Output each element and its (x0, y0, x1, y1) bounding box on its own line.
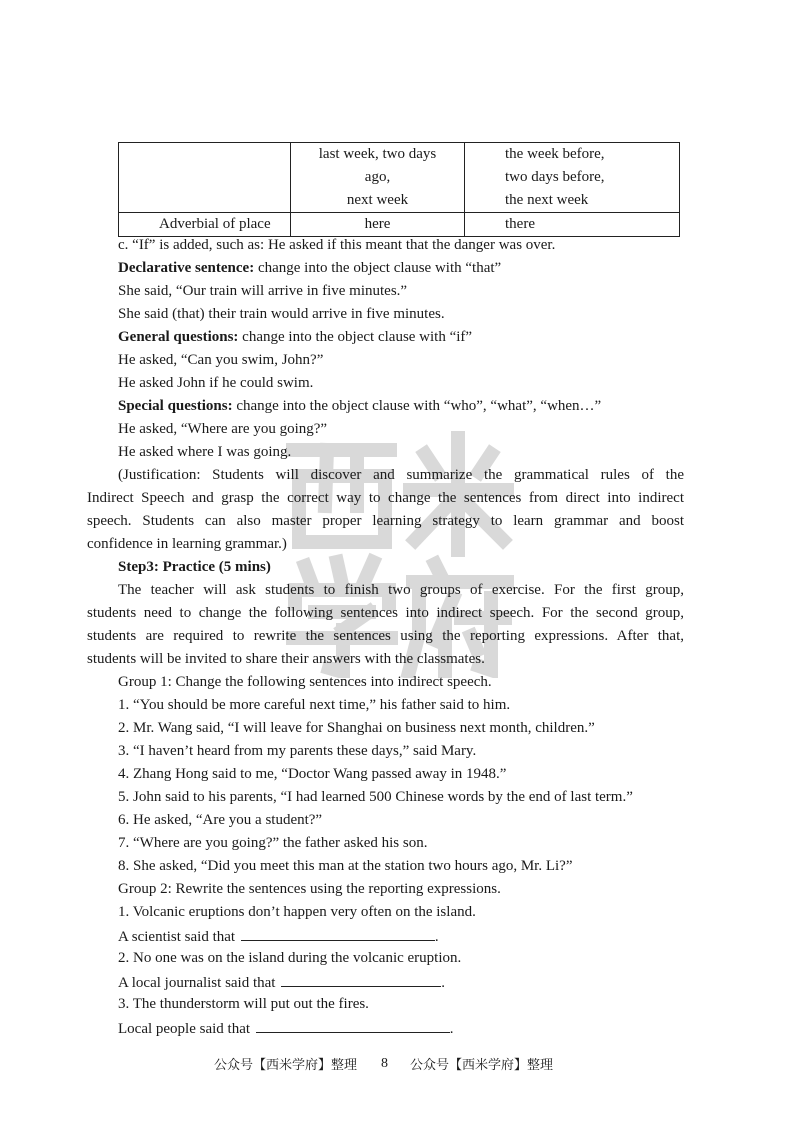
direct-indirect-table (118, 142, 680, 237)
example-indirect: He asked where I was going. (118, 444, 292, 460)
table-cell-category: Adverbial of place (119, 213, 291, 237)
rule-if-added: c. “If” is added, such as: He asked if this meant that the danger was over. (118, 237, 556, 253)
step3-paragraph-line: The teacher will ask students to finish two groups of exercise. For the first group, (118, 582, 684, 598)
group2-answer-line: A local journalist said that . (87, 970, 684, 993)
general-heading: General questions: (118, 329, 239, 345)
group2-question: 3. The thunderstorm will put out the fires. (118, 996, 369, 1012)
special-rule: Special questions: change into the object clause with “who”, “what”, “when…” (118, 398, 602, 414)
group2-title: Group 2: Rewrite the sentences using the reporting expressions. (118, 881, 501, 897)
justification-line: (Justification: Students will discover and summarize the grammatical rules of the (118, 467, 684, 483)
group1-item: 5. John said to his parents, “I had learned 500 Chinese words by the end of last term.” (118, 789, 633, 805)
group2-answer-line: Local people said that . (87, 1016, 684, 1039)
group2-question: 2. No one was on the island during the volcanic eruption. (118, 950, 462, 966)
footer-right-note: 公众号【西米学府】整理 (410, 1058, 554, 1073)
example-direct: He asked, “Where are you going?” (118, 421, 328, 437)
group1-title: Group 1: Change the following sentences into indirect speech. (118, 674, 492, 690)
example-direct: He asked, “Can you swim, John?” (118, 352, 324, 368)
group1-item: 7. “Where are you going?” the father asked his son. (118, 835, 428, 851)
body-text (87, 234, 684, 1039)
general-rule: General questions: change into the object clause with “if” (118, 329, 473, 345)
justification-line: speech. Students can also master proper learning strategy to learn grammar and boost (87, 513, 684, 529)
justification-line: confidence in learning grammar.) (87, 536, 287, 552)
answer-blank[interactable] (281, 970, 441, 987)
answer-blank[interactable] (256, 1016, 450, 1033)
group1-item: 1. “You should be more careful next time,” his father said to him. (118, 697, 511, 713)
table-row (119, 143, 680, 213)
justification-line: Indirect Speech and grasp the correct way to change the sentences from direct into indirect (87, 490, 684, 506)
group1-item: 4. Zhang Hong said to me, “Doctor Wang passed away in 1948.” (118, 766, 507, 782)
table-cell-direct: here (291, 213, 465, 237)
page-number: 8 (381, 1056, 388, 1071)
step3-paragraph-line: students will be invited to share their answers with the classmates. (87, 651, 485, 667)
example-indirect: He asked John if he could swim. (118, 375, 314, 391)
example-indirect: She said (that) their train would arrive in five minutes. (118, 306, 445, 322)
table-cell-indirect: there (465, 213, 680, 237)
table-cell-indirect: the week before, two days before, the next week (465, 143, 680, 213)
table-cell-direct: last week, two days ago, next week (291, 143, 465, 213)
footer-left-note: 公众号【西米学府】整理 (214, 1058, 358, 1073)
answer-blank[interactable] (241, 924, 435, 941)
group1-item: 2. Mr. Wang said, “I will leave for Shanghai on business next month, children.” (118, 720, 595, 736)
declarative-rule: Declarative sentence: change into the object clause with “that” (118, 260, 502, 276)
group1-item: 6. He asked, “Are you a student?” (118, 812, 323, 828)
table-cell-category (119, 143, 291, 213)
step3-heading: Step3: Practice (5 mins) (118, 559, 271, 575)
group1-item: 8. She asked, “Did you meet this man at the station two hours ago, Mr. Li?” (118, 858, 573, 874)
special-heading: Special questions: (118, 398, 233, 414)
table-row (119, 213, 680, 237)
example-direct: She said, “Our train will arrive in five minutes.” (118, 283, 408, 299)
group1-item: 3. “I haven’t heard from my parents these days,” said Mary. (118, 743, 477, 759)
group2-question: 1. Volcanic eruptions don’t happen very often on the island. (118, 904, 476, 920)
step3-paragraph-line: students need to change the following sentences into indirect speech. For the second group, (87, 605, 684, 621)
step3-paragraph-line: students are required to rewrite the sentences using the reporting expressions. After that, (87, 628, 684, 644)
declarative-heading: Declarative sentence: (118, 260, 255, 276)
group2-answer-line: A scientist said that . (87, 924, 684, 947)
